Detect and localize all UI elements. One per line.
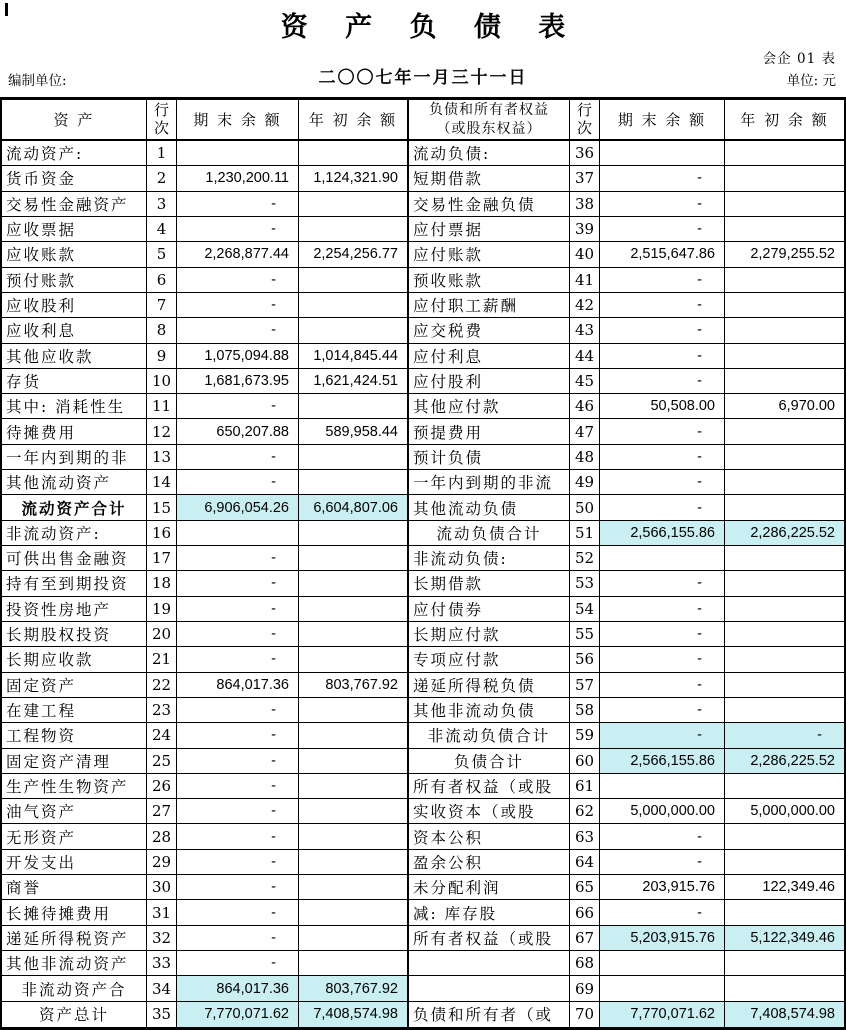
liabilities-beginning-balance-cell [725, 622, 844, 647]
assets-label-cell: 其他非流动资产 [2, 951, 147, 976]
assets-beginning-balance-cell [299, 268, 409, 293]
liabilities-beginning-balance-cell: 2,279,255.52 [725, 242, 844, 267]
assets-label-cell: 商誉 [2, 875, 147, 900]
header-line-no-right: 行次 [570, 100, 600, 141]
liabilities-beginning-balance-cell [725, 900, 844, 925]
assets-line-number-cell: 8 [147, 318, 177, 343]
assets-ending-balance-cell: - [177, 571, 299, 596]
liabilities-line-number-cell: 63 [570, 824, 600, 849]
liabilities-beginning-balance-cell [725, 597, 844, 622]
assets-line-number-cell: 35 [147, 1002, 177, 1027]
assets-ending-balance-cell: - [177, 951, 299, 976]
liabilities-line-number-cell: 40 [570, 242, 600, 267]
assets-label-cell: 固定资产 [2, 673, 147, 698]
liabilities-ending-balance-cell: 2,566,155.86 [600, 521, 725, 546]
liabilities-line-number-cell: 68 [570, 951, 600, 976]
liabilities-line-number-cell: 39 [570, 217, 600, 242]
assets-line-number-cell: 19 [147, 597, 177, 622]
assets-beginning-balance-cell [299, 850, 409, 875]
liabilities-ending-balance-cell: - [600, 268, 725, 293]
assets-beginning-balance-cell [299, 698, 409, 723]
liabilities-beginning-balance-cell [725, 824, 844, 849]
header-beginning-balance-left: 年 初 余 额 [299, 100, 409, 141]
liabilities-label-cell [409, 976, 570, 1001]
assets-ending-balance-cell: 650,207.88 [177, 419, 299, 444]
assets-label-cell: 待摊费用 [2, 419, 147, 444]
assets-label-cell: 应收票据 [2, 217, 147, 242]
assets-beginning-balance-cell: 6,604,807.06 [299, 495, 409, 520]
liabilities-label-cell: 资本公积 [409, 824, 570, 849]
assets-ending-balance-cell: - [177, 900, 299, 925]
liabilities-beginning-balance-cell [725, 268, 844, 293]
liabilities-beginning-balance-cell: 122,349.46 [725, 875, 844, 900]
liabilities-ending-balance-cell: - [600, 723, 725, 748]
liabilities-beginning-balance-cell [725, 166, 844, 191]
assets-beginning-balance-cell [299, 546, 409, 571]
liabilities-label-cell: 其他流动负债 [409, 495, 570, 520]
liabilities-beginning-balance-cell [725, 546, 844, 571]
assets-ending-balance-cell: - [177, 824, 299, 849]
liabilities-label-cell: 预收账款 [409, 268, 570, 293]
liabilities-line-number-cell: 38 [570, 192, 600, 217]
liabilities-label-cell: 实收资本（或股 [409, 799, 570, 824]
liabilities-ending-balance-cell: - [600, 900, 725, 925]
assets-beginning-balance-cell: 1,014,845.44 [299, 344, 409, 369]
assets-label-cell: 交易性金融资产 [2, 192, 147, 217]
liabilities-label-cell [409, 951, 570, 976]
assets-line-number-cell: 6 [147, 268, 177, 293]
header-ending-balance-right: 期 末 余 额 [600, 100, 725, 141]
assets-line-number-cell: 17 [147, 546, 177, 571]
liabilities-label-cell: 负债和所有者（或 [409, 1002, 570, 1027]
liabilities-label-cell: 应付债券 [409, 597, 570, 622]
assets-label-cell: 流动资产: [2, 141, 147, 166]
assets-beginning-balance-cell [299, 394, 409, 419]
liabilities-label-cell: 一年内到期的非流 [409, 470, 570, 495]
assets-label-cell: 应收利息 [2, 318, 147, 343]
assets-beginning-balance-cell [299, 521, 409, 546]
assets-beginning-balance-cell [299, 875, 409, 900]
liabilities-ending-balance-cell: 203,915.76 [600, 875, 725, 900]
balance-sheet-table [0, 97, 846, 1030]
liabilities-label-cell: 长期应付款 [409, 622, 570, 647]
assets-line-number-cell: 7 [147, 293, 177, 318]
assets-beginning-balance-cell [299, 799, 409, 824]
assets-line-number-cell: 29 [147, 850, 177, 875]
assets-label-cell: 固定资产清理 [2, 749, 147, 774]
liabilities-label-cell: 应付账款 [409, 242, 570, 267]
assets-label-cell: 可供出售金融资 [2, 546, 147, 571]
assets-label-cell: 其他应收款 [2, 344, 147, 369]
assets-ending-balance-cell: - [177, 698, 299, 723]
liabilities-label-cell: 交易性金融负债 [409, 192, 570, 217]
liabilities-beginning-balance-cell [725, 647, 844, 672]
liabilities-line-number-cell: 44 [570, 344, 600, 369]
assets-beginning-balance-cell: 7,408,574.98 [299, 1002, 409, 1027]
assets-line-number-cell: 22 [147, 673, 177, 698]
assets-line-number-cell: 20 [147, 622, 177, 647]
assets-beginning-balance-cell: 2,254,256.77 [299, 242, 409, 267]
assets-label-cell: 生产性生物资产 [2, 774, 147, 799]
liabilities-ending-balance-cell: 2,515,647.86 [600, 242, 725, 267]
assets-beginning-balance-cell: 803,767.92 [299, 673, 409, 698]
header-liabilities-line2: （或股东权益） [436, 120, 542, 137]
assets-beginning-balance-cell [299, 597, 409, 622]
assets-label-cell: 在建工程 [2, 698, 147, 723]
assets-line-number-cell: 9 [147, 344, 177, 369]
liabilities-line-number-cell: 37 [570, 166, 600, 191]
assets-line-number-cell: 33 [147, 951, 177, 976]
assets-beginning-balance-cell [299, 951, 409, 976]
liabilities-ending-balance-cell: - [600, 571, 725, 596]
assets-label-cell: 长摊待摊费用 [2, 900, 147, 925]
assets-beginning-balance-cell [299, 723, 409, 748]
liabilities-ending-balance-cell: - [600, 344, 725, 369]
assets-label-cell: 长期应收款 [2, 647, 147, 672]
assets-line-number-cell: 5 [147, 242, 177, 267]
assets-ending-balance-cell: - [177, 192, 299, 217]
liabilities-label-cell: 减: 库存股 [409, 900, 570, 925]
report-date: 二〇〇七年一月三十一日 [318, 68, 528, 88]
assets-line-number-cell: 10 [147, 369, 177, 394]
liabilities-line-number-cell: 59 [570, 723, 600, 748]
liabilities-ending-balance-cell: - [600, 318, 725, 343]
liabilities-beginning-balance-cell [725, 470, 844, 495]
liabilities-beginning-balance-cell [725, 217, 844, 242]
liabilities-line-number-cell: 46 [570, 394, 600, 419]
liabilities-label-cell: 非流动负债合计 [409, 723, 570, 748]
liabilities-label-cell: 其他应付款 [409, 394, 570, 419]
assets-label-cell: 资产总计 [2, 1002, 147, 1027]
header-line-no-left: 行次 [147, 100, 177, 141]
assets-label-cell: 投资性房地产 [2, 597, 147, 622]
liabilities-beginning-balance-cell [725, 774, 844, 799]
liabilities-beginning-balance-cell [725, 318, 844, 343]
liabilities-beginning-balance-cell [725, 293, 844, 318]
assets-beginning-balance-cell [299, 900, 409, 925]
liabilities-ending-balance-cell: - [600, 698, 725, 723]
liabilities-line-number-cell: 36 [570, 141, 600, 166]
assets-ending-balance-cell: - [177, 217, 299, 242]
assets-line-number-cell: 1 [147, 141, 177, 166]
liabilities-ending-balance-cell [600, 141, 725, 166]
liabilities-ending-balance-cell: 7,770,071.62 [600, 1002, 725, 1027]
liabilities-line-number-cell: 65 [570, 875, 600, 900]
assets-ending-balance-cell: 1,075,094.88 [177, 344, 299, 369]
liabilities-beginning-balance-cell: 2,286,225.52 [725, 749, 844, 774]
liabilities-beginning-balance-cell [725, 192, 844, 217]
liabilities-label-cell: 递延所得税负债 [409, 673, 570, 698]
assets-ending-balance-cell: 6,906,054.26 [177, 495, 299, 520]
assets-ending-balance-cell: - [177, 799, 299, 824]
assets-ending-balance-cell: - [177, 318, 299, 343]
liabilities-beginning-balance-cell: 2,286,225.52 [725, 521, 844, 546]
liabilities-line-number-cell: 57 [570, 673, 600, 698]
assets-beginning-balance-cell [299, 647, 409, 672]
assets-ending-balance-cell: - [177, 622, 299, 647]
assets-ending-balance-cell: 7,770,071.62 [177, 1002, 299, 1027]
liabilities-label-cell: 短期借款 [409, 166, 570, 191]
liabilities-line-number-cell: 49 [570, 470, 600, 495]
form-number: 会企 01 表 [762, 51, 836, 67]
liabilities-beginning-balance-cell: 5,122,349.46 [725, 926, 844, 951]
assets-label-cell: 流动资产合计 [2, 495, 147, 520]
liabilities-label-cell: 预提费用 [409, 419, 570, 444]
liabilities-ending-balance-cell: 50,508.00 [600, 394, 725, 419]
liabilities-line-number-cell: 51 [570, 521, 600, 546]
liabilities-line-number-cell: 54 [570, 597, 600, 622]
liabilities-ending-balance-cell: - [600, 622, 725, 647]
assets-line-number-cell: 4 [147, 217, 177, 242]
liabilities-line-number-cell: 45 [570, 369, 600, 394]
liabilities-ending-balance-cell: - [600, 597, 725, 622]
liabilities-ending-balance-cell: 2,566,155.86 [600, 749, 725, 774]
liabilities-line-number-cell: 41 [570, 268, 600, 293]
liabilities-line-number-cell: 64 [570, 850, 600, 875]
liabilities-ending-balance-cell: - [600, 166, 725, 191]
liabilities-beginning-balance-cell: 5,000,000.00 [725, 799, 844, 824]
liabilities-label-cell: 应付利息 [409, 344, 570, 369]
assets-ending-balance-cell: - [177, 293, 299, 318]
assets-beginning-balance-cell [299, 470, 409, 495]
assets-ending-balance-cell [177, 141, 299, 166]
liabilities-beginning-balance-cell: - [725, 723, 844, 748]
assets-line-number-cell: 24 [147, 723, 177, 748]
liabilities-ending-balance-cell: - [600, 217, 725, 242]
assets-label-cell: 递延所得税资产 [2, 926, 147, 951]
liabilities-ending-balance-cell: - [600, 647, 725, 672]
assets-ending-balance-cell: 864,017.36 [177, 673, 299, 698]
assets-line-number-cell: 26 [147, 774, 177, 799]
liabilities-beginning-balance-cell: 7,408,574.98 [725, 1002, 844, 1027]
liabilities-beginning-balance-cell [725, 344, 844, 369]
liabilities-beginning-balance-cell [725, 445, 844, 470]
liabilities-label-cell: 应交税费 [409, 318, 570, 343]
liabilities-ending-balance-cell: - [600, 293, 725, 318]
liabilities-line-number-cell: 61 [570, 774, 600, 799]
liabilities-label-cell: 应付职工薪酬 [409, 293, 570, 318]
assets-label-cell: 持有至到期投资 [2, 571, 147, 596]
assets-label-cell: 非流动资产合 [2, 976, 147, 1001]
liabilities-ending-balance-cell: - [600, 192, 725, 217]
assets-beginning-balance-cell: 803,767.92 [299, 976, 409, 1001]
liabilities-ending-balance-cell: - [600, 850, 725, 875]
liabilities-ending-balance-cell: - [600, 470, 725, 495]
liabilities-beginning-balance-cell [725, 571, 844, 596]
assets-ending-balance-cell: 1,230,200.11 [177, 166, 299, 191]
assets-ending-balance-cell: - [177, 597, 299, 622]
assets-line-number-cell: 21 [147, 647, 177, 672]
assets-label-cell: 其他流动资产 [2, 470, 147, 495]
liabilities-beginning-balance-cell [725, 976, 844, 1001]
header-ending-balance-left: 期 末 余 额 [177, 100, 299, 141]
assets-beginning-balance-cell [299, 926, 409, 951]
liabilities-line-number-cell: 69 [570, 976, 600, 1001]
assets-beginning-balance-cell [299, 141, 409, 166]
assets-line-number-cell: 28 [147, 824, 177, 849]
liabilities-ending-balance-cell: - [600, 369, 725, 394]
assets-label-cell: 开发支出 [2, 850, 147, 875]
liabilities-line-number-cell: 50 [570, 495, 600, 520]
liabilities-line-number-cell: 58 [570, 698, 600, 723]
assets-label-cell: 存货 [2, 369, 147, 394]
liabilities-label-cell: 所有者权益（或股 [409, 774, 570, 799]
assets-ending-balance-cell: 2,268,877.44 [177, 242, 299, 267]
assets-ending-balance-cell: - [177, 268, 299, 293]
liabilities-label-cell: 流动负债合计 [409, 521, 570, 546]
liabilities-line-number-cell: 55 [570, 622, 600, 647]
liabilities-label-cell: 盈余公积 [409, 850, 570, 875]
liabilities-beginning-balance-cell [725, 850, 844, 875]
liabilities-line-number-cell: 66 [570, 900, 600, 925]
liabilities-beginning-balance-cell [725, 673, 844, 698]
liabilities-ending-balance-cell: - [600, 673, 725, 698]
liabilities-beginning-balance-cell [725, 369, 844, 394]
liabilities-beginning-balance-cell: 6,970.00 [725, 394, 844, 419]
assets-ending-balance-cell: - [177, 394, 299, 419]
header-liabilities-line1: 负债和所有者权益 [429, 102, 549, 119]
assets-ending-balance-cell: - [177, 445, 299, 470]
liabilities-ending-balance-cell: - [600, 495, 725, 520]
assets-line-number-cell: 31 [147, 900, 177, 925]
header-beginning-balance-right: 年 初 余 额 [725, 100, 844, 141]
assets-line-number-cell: 25 [147, 749, 177, 774]
assets-ending-balance-cell: - [177, 723, 299, 748]
assets-beginning-balance-cell [299, 318, 409, 343]
liabilities-beginning-balance-cell [725, 495, 844, 520]
assets-label-cell: 一年内到期的非 [2, 445, 147, 470]
assets-label-cell: 预付账款 [2, 268, 147, 293]
assets-line-number-cell: 30 [147, 875, 177, 900]
assets-beginning-balance-cell [299, 571, 409, 596]
liabilities-line-number-cell: 47 [570, 419, 600, 444]
liabilities-ending-balance-cell: - [600, 445, 725, 470]
liabilities-line-number-cell: 60 [570, 749, 600, 774]
assets-line-number-cell: 14 [147, 470, 177, 495]
assets-label-cell: 非流动资产: [2, 521, 147, 546]
liabilities-label-cell: 应付股利 [409, 369, 570, 394]
liabilities-line-number-cell: 53 [570, 571, 600, 596]
liabilities-ending-balance-cell: - [600, 824, 725, 849]
assets-beginning-balance-cell [299, 749, 409, 774]
liabilities-line-number-cell: 62 [570, 799, 600, 824]
assets-beginning-balance-cell: 589,958.44 [299, 419, 409, 444]
assets-line-number-cell: 12 [147, 419, 177, 444]
assets-ending-balance-cell: - [177, 875, 299, 900]
assets-beginning-balance-cell: 1,621,424.51 [299, 369, 409, 394]
liabilities-ending-balance-cell [600, 976, 725, 1001]
liabilities-ending-balance-cell: 5,203,915.76 [600, 926, 725, 951]
assets-ending-balance-cell [177, 521, 299, 546]
assets-beginning-balance-cell [299, 445, 409, 470]
liabilities-line-number-cell: 70 [570, 1002, 600, 1027]
liabilities-label-cell: 负债合计 [409, 749, 570, 774]
liabilities-line-number-cell: 48 [570, 445, 600, 470]
prepared-by-label: 编制单位: [8, 73, 67, 89]
liabilities-ending-balance-cell [600, 546, 725, 571]
liabilities-label-cell: 非流动负债: [409, 546, 570, 571]
assets-line-number-cell: 34 [147, 976, 177, 1001]
liabilities-label-cell: 其他非流动负债 [409, 698, 570, 723]
assets-line-number-cell: 23 [147, 698, 177, 723]
unit-label: 单位: 元 [786, 73, 836, 89]
liabilities-label-cell: 所有者权益（或股 [409, 926, 570, 951]
assets-line-number-cell: 13 [147, 445, 177, 470]
assets-beginning-balance-cell [299, 622, 409, 647]
assets-label-cell: 工程物资 [2, 723, 147, 748]
liabilities-line-number-cell: 42 [570, 293, 600, 318]
liabilities-label-cell: 预计负债 [409, 445, 570, 470]
liabilities-label-cell: 长期借款 [409, 571, 570, 596]
header-assets: 资 产 [2, 100, 147, 141]
assets-beginning-balance-cell [299, 824, 409, 849]
assets-line-number-cell: 15 [147, 495, 177, 520]
assets-ending-balance-cell: 864,017.36 [177, 976, 299, 1001]
assets-label-cell: 应收股利 [2, 293, 147, 318]
assets-label-cell: 长期股权投资 [2, 622, 147, 647]
liabilities-label-cell: 流动负债: [409, 141, 570, 166]
assets-label-cell: 货币资金 [2, 166, 147, 191]
liabilities-ending-balance-cell: - [600, 419, 725, 444]
liabilities-beginning-balance-cell [725, 951, 844, 976]
assets-ending-balance-cell: - [177, 647, 299, 672]
liabilities-line-number-cell: 67 [570, 926, 600, 951]
assets-label-cell: 其中: 消耗性生 [2, 394, 147, 419]
liabilities-label-cell: 应付票据 [409, 217, 570, 242]
liabilities-ending-balance-cell: 5,000,000.00 [600, 799, 725, 824]
assets-ending-balance-cell: - [177, 749, 299, 774]
assets-beginning-balance-cell: 1,124,321.90 [299, 166, 409, 191]
assets-line-number-cell: 2 [147, 166, 177, 191]
assets-beginning-balance-cell [299, 217, 409, 242]
assets-ending-balance-cell: - [177, 926, 299, 951]
liabilities-ending-balance-cell [600, 774, 725, 799]
liabilities-label-cell: 未分配利润 [409, 875, 570, 900]
assets-ending-balance-cell: 1,681,673.95 [177, 369, 299, 394]
assets-label-cell: 无形资产 [2, 824, 147, 849]
liabilities-ending-balance-cell [600, 951, 725, 976]
assets-line-number-cell: 18 [147, 571, 177, 596]
page-title: 资 产 负 债 表 [280, 12, 580, 43]
assets-ending-balance-cell: - [177, 546, 299, 571]
liabilities-beginning-balance-cell [725, 419, 844, 444]
liabilities-line-number-cell: 52 [570, 546, 600, 571]
assets-label-cell: 油气资产 [2, 799, 147, 824]
liabilities-beginning-balance-cell [725, 698, 844, 723]
assets-line-number-cell: 27 [147, 799, 177, 824]
liabilities-line-number-cell: 43 [570, 318, 600, 343]
assets-line-number-cell: 32 [147, 926, 177, 951]
liabilities-line-number-cell: 56 [570, 647, 600, 672]
liabilities-beginning-balance-cell [725, 141, 844, 166]
assets-beginning-balance-cell [299, 192, 409, 217]
assets-line-number-cell: 11 [147, 394, 177, 419]
assets-line-number-cell: 3 [147, 192, 177, 217]
assets-beginning-balance-cell [299, 774, 409, 799]
assets-label-cell: 应收账款 [2, 242, 147, 267]
assets-ending-balance-cell: - [177, 470, 299, 495]
assets-beginning-balance-cell [299, 293, 409, 318]
header-liabilities-equity [409, 100, 570, 141]
liabilities-label-cell: 专项应付款 [409, 647, 570, 672]
assets-ending-balance-cell: - [177, 774, 299, 799]
assets-ending-balance-cell: - [177, 850, 299, 875]
assets-line-number-cell: 16 [147, 521, 177, 546]
